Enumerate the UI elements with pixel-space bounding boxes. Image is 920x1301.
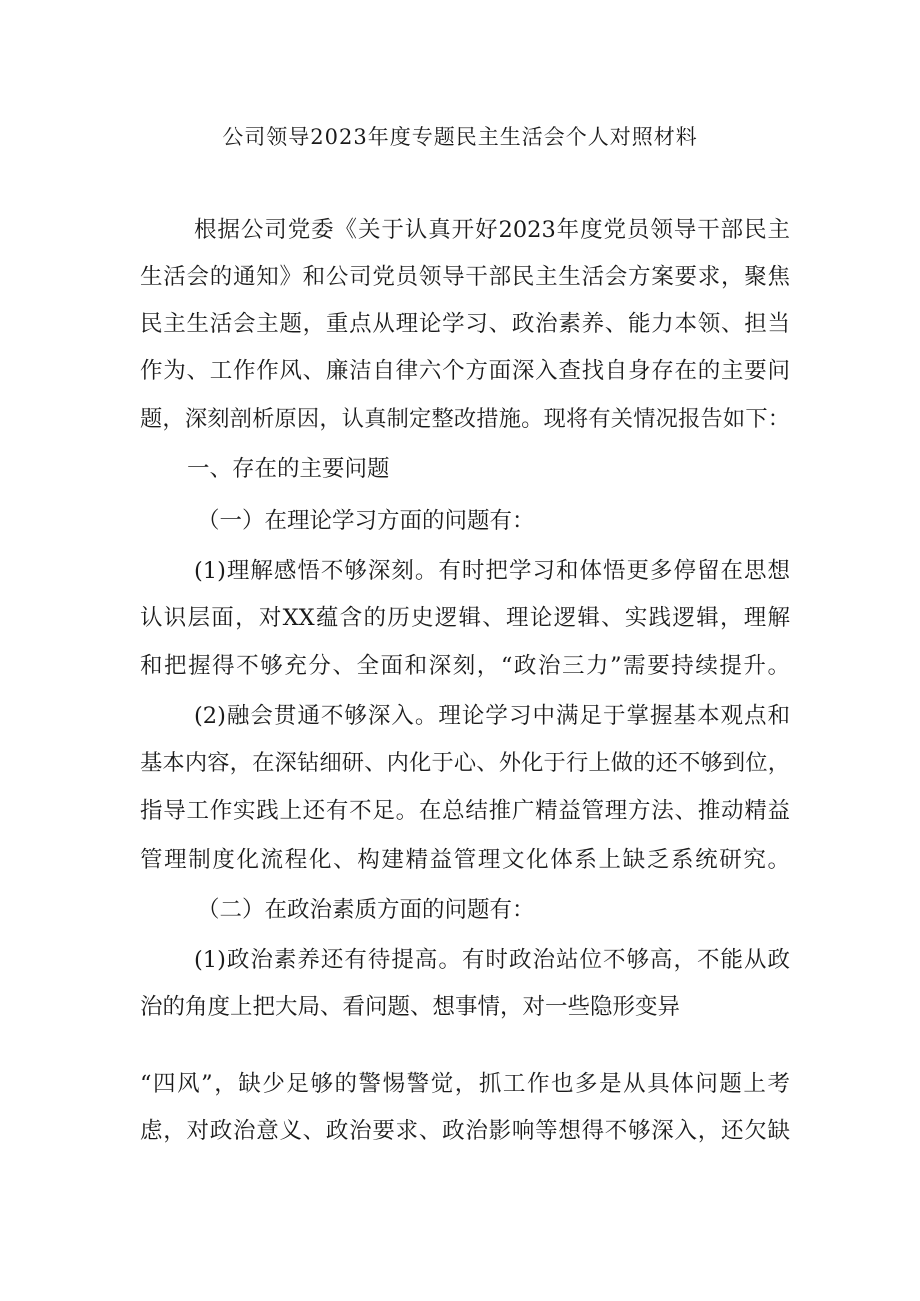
item-1-1-line-2: 认识层面，对XX蕴含的历史逻辑、理论逻辑、实践逻辑，理解 <box>140 605 790 631</box>
item-1-2-line-3: 指导工作实践上还有不足。在总结推广精益管理方法、推动精益 <box>140 798 790 824</box>
item-1-1-line-3: 和把握得不够充分、全面和深刻，“政治三力”需要持续提升。 <box>140 653 790 679</box>
item-1-1-line-1: (1)理解感悟不够深刻。有时把学习和体悟更多停留在思想 <box>194 558 790 584</box>
intro-line-3: 民主生活会主题，重点从理论学习、政治素养、能力本领、担当 <box>140 311 790 337</box>
continuation-line-2: 虑，对政治意义、政治要求、政治影响等想得不够深入，还欠缺 <box>140 1118 790 1144</box>
subsection-heading-1: （一）在理论学习方面的问题有： <box>197 508 535 534</box>
subsection-heading-2: （二）在政治素质方面的问题有： <box>197 897 535 923</box>
item-1-2-line-1: (2)融会贯通不够深入。理论学习中满足于掌握基本观点和 <box>194 703 790 729</box>
continuation-line-1: “四风”，缺少足够的警惕警觉，抓工作也多是从具体问题上考 <box>140 1071 790 1097</box>
item-2-1-line-2: 治的角度上把大局、看问题、想事情，对一些隐形变异 <box>140 994 681 1020</box>
intro-line-1: 根据公司党委《关于认真开好2023年度党员领导干部民主 <box>194 217 790 243</box>
item-1-2-line-2: 基本内容，在深钻细研、内化于心、外化于行上做的还不够到位， <box>140 750 790 776</box>
document-title: 公司领导2023年度专题民主生活会个人对照材料 <box>222 125 698 149</box>
intro-line-5: 题，深刻剖析原因，认真制定整改措施。现将有关情况报告如下： <box>140 406 790 432</box>
item-2-1-line-1: (1)政治素养还有待提高。有时政治站位不够高，不能从政 <box>194 947 790 973</box>
intro-line-2: 生活会的通知》和公司党员领导干部民主生活会方案要求，聚焦 <box>140 264 790 290</box>
section-heading-1: 一、存在的主要问题 <box>187 456 390 482</box>
intro-line-4: 作为、工作作风、廉洁自律六个方面深入查找自身存在的主要问 <box>140 358 790 384</box>
item-1-2-line-4: 管理制度化流程化、构建精益管理文化体系上缺乏系统研究。 <box>140 847 790 873</box>
